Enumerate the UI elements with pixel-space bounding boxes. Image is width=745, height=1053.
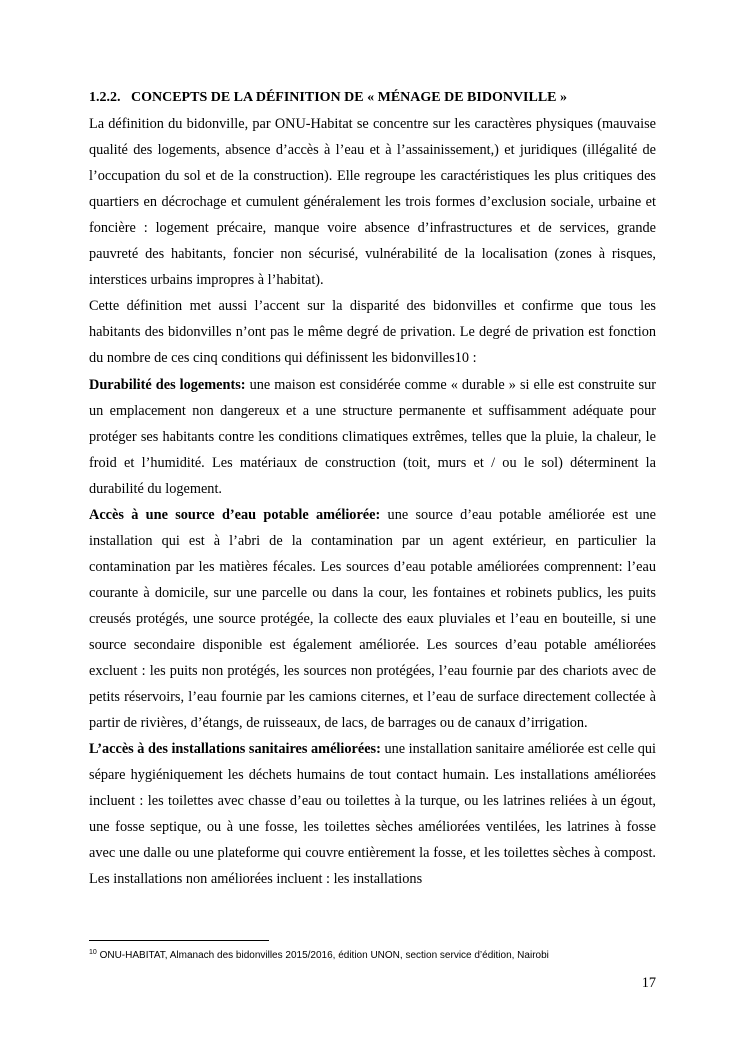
sanitation-lead: L’accès à des installations sanitaires améliorées: [89,741,381,758]
footnote-separator [89,940,269,941]
paragraph-durability [89,372,656,502]
paragraph-sanitation [89,736,656,892]
section-heading [89,85,656,111]
water-text: une source d’eau potable améliorée est une installation qui est à l’abri de la contamination par un agent extérieur, en particulier la contamination par les matières fécales. Les sources d’eau potable améliorées comprennent: l’eau courante à domicile, sur une parcelle ou dans la cour, les fontaines et robinets publics, les puits creusés protégés, une source protégée, la collecte des eaux pluviales et l’eau en bouteille, si une source secondaire disponible est également améliorée. Les sources d’eau potable améliorées excluent : les puits non protégés, les sources non protégées, l’eau fournie par des chariots avec de petits réservoirs, l’eau fournie par les camions citernes, et l’eau de surface directement collectée à partir de rivières, d’étangs, de ruisseaux, de lacs, de barrages ou de canaux d’irrigation. [89,506,656,732]
paragraph-intro: La définition du bidonville, par ONU-Habitat se concentre sur les caractères physiques (mauvaise qualité des logements, absence d’accès à l’eau et à l’assainissement,) et juridiques (illégalité de l’occupation du sol et de la construction). Elle regroupe les caractéristiques les plus critiques des quartiers en décrochage et cumulent généralement les trois formes d’exclusion sociale, urbaine et foncière : logement précaire, manque voire absence d’infrastructures et de services, grande pauvreté des habitants, foncier non sécurisé, vulnérabilité de la localisation (zones à risques, interstices urbains impropres à l’habitat). [89,116,656,289]
paragraph-disparity: Cette définition met aussi l’accent sur la disparité des bidonvilles et confirme que tous les habitants des bidonvilles n’ont pas le même degré de privation. Le degré de privation est fonction du nombre de ces cinq conditions qui définissent les bidonvilles10 : [89,298,656,367]
footnote-marker: 10 [89,949,97,956]
footnote-text: ONU-HABITAT, Almanach des bidonvilles 2015/2016, édition UNON, section service d’édition, Nairobi [96,950,549,961]
paragraph-water [89,502,656,736]
section-title: CONCEPTS DE LA DÉFINITION DE « MÉNAGE DE BIDONVILLE » [131,90,568,105]
page-number: 17 [641,975,656,991]
section-number: 1.2.2. [89,90,121,105]
footnote [89,946,689,963]
durability-lead: Durabilité des logements: [89,376,246,393]
durability-text: une maison est considérée comme « durable » si elle est construite sur un emplacement non dangereux et a une structure permanente et suffisamment adéquate pour protéger ses habitants contre les conditions climatiques extrêmes, telles que la pluie, la chaleur, le froid et l’humidité. Les matériaux de construction (toit, murs et / ou le sol) déterminent la durabilité du logement. [89,376,656,497]
sanitation-text: une installation sanitaire améliorée est celle qui sépare hygiéniquement les déchets humains de tout contact humain. Les installations améliorées incluent : les toilettes avec chasse d’eau ou toilettes à la turque, ou les latrines reliées à un égout, une fosse septique, ou à une fosse, les toilettes sèches améliorées ventilées, les latrines à fosse avec une dalle ou une plateforme qui couvre entièrement la fosse, et les toilettes sèches à compost. Les installations non améliorées incluent : les installations [89,741,656,888]
water-lead: Accès à une source d’eau potable améliorée: [89,506,381,523]
body-text [89,85,656,892]
